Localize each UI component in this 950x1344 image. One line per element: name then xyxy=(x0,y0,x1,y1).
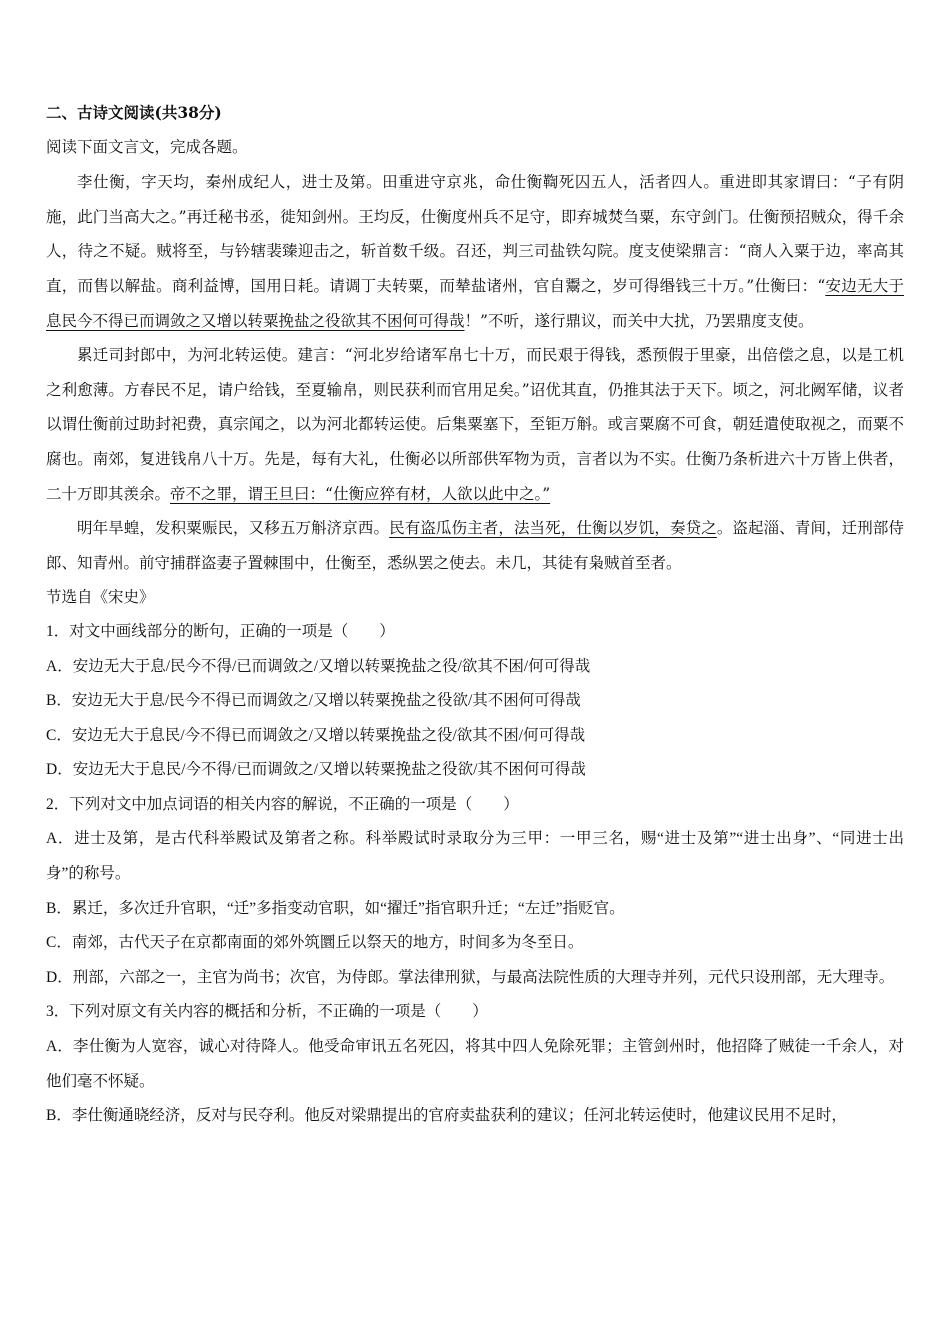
passage-paragraph-2 xyxy=(46,338,904,511)
question-1-option-b: B．安边无大于息/民今不得已而调敛之/又增以转粟挽盐之役欲/其不困何可得哉 xyxy=(46,692,581,710)
question-3-option-b: B．李仕衡通晓经济，反对与民夺利。他反对梁鼎提出的官府卖盐获利的建议；任河北转运使时，他建议民用不足时， xyxy=(46,1107,847,1125)
question-1-stem: 1．对文中画线部分的断句，正确的一项是（ ） xyxy=(46,622,395,640)
passage-paragraph-3 xyxy=(46,511,904,580)
section-title: 二、古诗文阅读(共38分) xyxy=(46,103,222,122)
passage-text: 累迁司封郎中，为河北转运使。建言：“河北岁给诸军帛七十万，而民艰于得钱，悉预假于里豪，出倍偿之息，以是工机之利愈薄。方春民不足，请户给钱，至夏输帛，则民获利而官用足矣。”诏优其直，仍推其法于天下。顷之，河北阙军储，议者以谓仕衡前过助封祀费，真宗闻之，以为河北都转运使。后集粟塞下，至钜万斛。或言粟腐不可食，朝廷遣使取视之，而粟不腐也。南郊，复进钱帛八十万。先是，每有大礼，仕衡必以所部供军物为贡，言者以为不实。仕衡乃条析进六十万皆上供者，二十万即其羡余。 xyxy=(46,346,904,503)
question-2-option-c: C．南郊，古代天子在京都南面的郊外筑圜丘以祭天的地方，时间多为冬至日。 xyxy=(46,934,584,952)
question-2-option-d: D．刑部，六部之一，主官为尚书；次官，为侍郎。掌法律刑狱，与最高法院性质的大理寺并列，元代只设刑部，无大理寺。 xyxy=(46,968,895,986)
source-note: 节选自《宋史》 xyxy=(46,588,155,607)
instruction: 阅读下面文言文，完成各题。 xyxy=(46,138,248,156)
passage-text: 。盗起淄、青间，迁刑部侍郎、知青州。前守捕群盗妻子置棘围中，仕衡至，悉纵罢之使去。未几，其徒有枭贼首至者。 xyxy=(46,519,904,572)
question-3-option-a: A．李仕衡为人宽容，诚心对待降人。他受命审讯五名死囚，将其中四人免除死罪；主管剑州时，他招降了贼徒一千余人，对他们毫不怀疑。 xyxy=(46,1038,904,1090)
underlined-passage: 民有盗瓜伤主者，法当死，仕衡以岁饥，奏贷之 xyxy=(389,519,717,538)
underlined-passage: 安边无大于息民今不得已而调敛之又增以转粟挽盐之役欲其不困何可得哉 xyxy=(46,276,904,330)
question-2-option-a: A．进士及第，是古代科举殿试及第者之称。科举殿试时录取分为三甲：一甲三名，赐“进士及第”“进士出身”、“同进士出身”的称号。 xyxy=(46,830,904,883)
question-2-option-b: B．累迁，多次迁升官职，“迁”多指变动官职，如“擢迁”指官职升迁；“左迁”指贬官。 xyxy=(46,899,625,917)
underlined-passage: 帝不之罪，谓王旦曰：“仕衡应猝有材，人欲以此中之。” xyxy=(170,484,551,503)
question-2-stem: 2．下列对文中加点词语的相关内容的解说，不正确的一项是（ ） xyxy=(46,795,519,813)
passage-paragraph-1 xyxy=(46,165,904,338)
passage-text: 明年旱蝗，发积粟赈民，又移五万斛济京西。 xyxy=(77,519,390,538)
question-3-stem: 3．下列对原文有关内容的概括和分析，不正确的一项是（ ） xyxy=(46,1003,488,1021)
passage-text: ！”不听，遂行鼎议，而关中大扰，乃罢鼎度支使。 xyxy=(464,311,814,330)
question-1-option-a: A．安边无大于息/民今不得/已而调敛之/又增以转粟挽盐之役/欲其不困/何可得哉 xyxy=(46,657,591,675)
question-1-option-d: D．安边无大于息民/今不得/已而调敛之/又增以转粟挽盐之役欲/其不困何可得哉 xyxy=(46,761,586,779)
document-page xyxy=(46,96,904,1134)
passage-text: 李仕衡，字天均，秦州成纪人，进士及第。田重进守京兆，命仕衡鞫死囚五人，活者四人。重进即其家谓曰：“子有阴施，此门当高大之。”再迁秘书丞，徙知剑州。王均反，仕衡度州兵不足守，即弃城焚刍粟，东守剑门。仕衡预招贼众，得千余人，待之不疑。贼将至，与钤辖裴臻迎击之，斩首数千级。召还，判三司盐铁勾院。度支使梁鼎言：“商人入粟于边，率高其直，而售以解盐。商利益博，国用日耗。请调丁夫转粟，而辇盐诸州，官自鬻之，岁可得缗钱三十万。”仕衡曰：“ xyxy=(46,173,904,295)
question-1-option-c: C．安边无大于息民/今不得已而调敛之/又增以转粟挽盐之役/欲其不困/何可得哉 xyxy=(46,726,586,744)
